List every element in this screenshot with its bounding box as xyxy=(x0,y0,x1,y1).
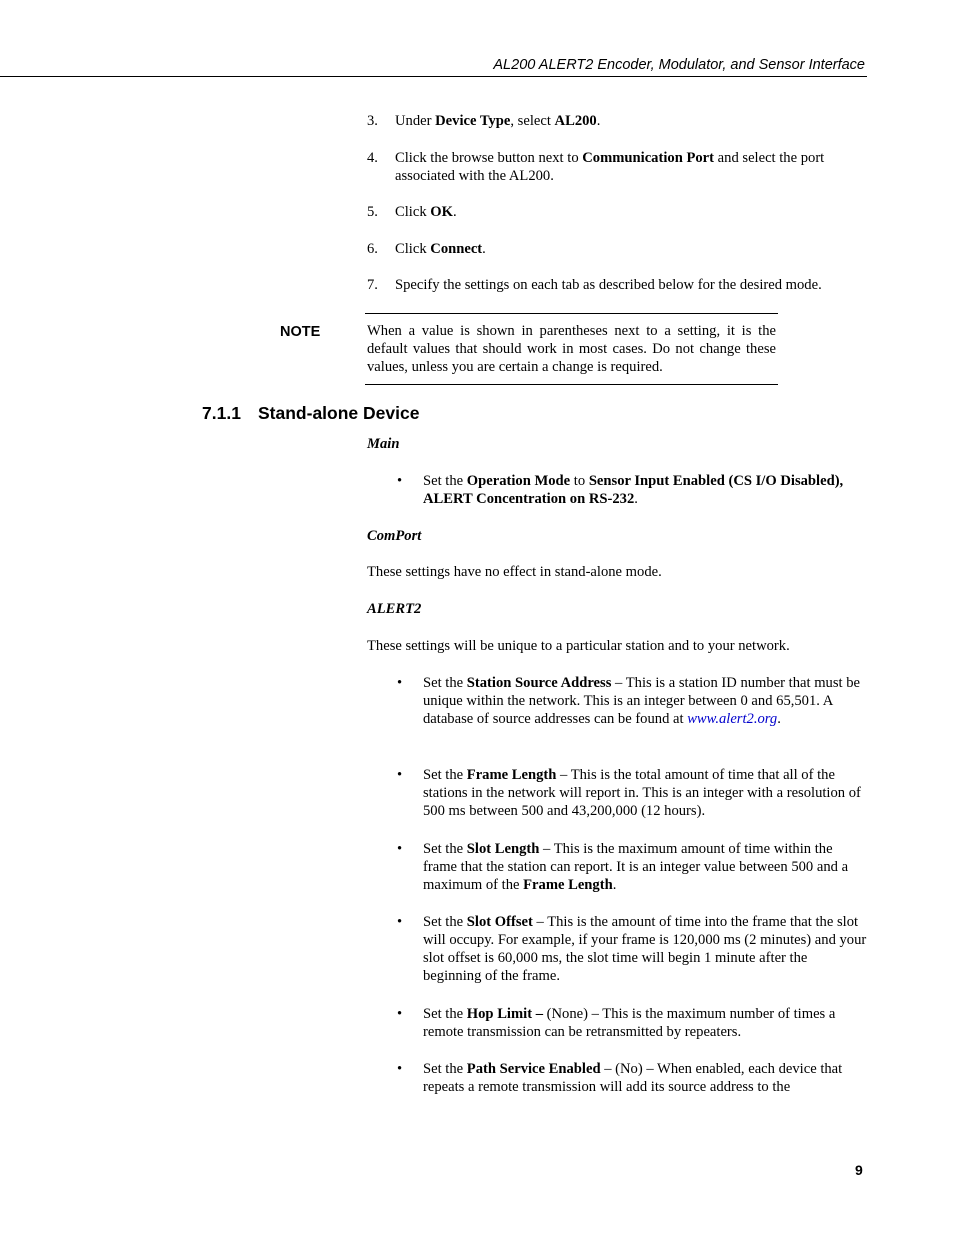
step-number: 7. xyxy=(367,277,378,293)
step-number: 6. xyxy=(367,241,378,257)
step-number: 5. xyxy=(367,204,378,220)
text-run: Set the xyxy=(423,767,467,783)
text-run: . xyxy=(482,241,486,257)
text-run: . xyxy=(452,204,457,220)
bullet-text xyxy=(423,674,868,728)
subheading-main: Main xyxy=(367,436,400,452)
bullet-text xyxy=(423,913,868,985)
step-number: 4. xyxy=(367,150,378,166)
note-top-rule xyxy=(365,313,778,314)
text-run: Set the xyxy=(423,1006,467,1022)
note-text: When a value is shown in parentheses next to a setting, it is the default values that should work in most cases. Do not change these values, unless you are certain a change is required. xyxy=(367,323,776,375)
text-run: Specify the settings on each tab as described below for the desired mode. xyxy=(395,277,822,293)
text-run: and select the port associated with the AL200. xyxy=(395,150,825,184)
text-run: AL200 xyxy=(554,113,597,129)
bullet-icon: • xyxy=(397,914,403,930)
step-text xyxy=(395,203,860,221)
text-run: Under xyxy=(395,113,436,129)
bullet-icon: • xyxy=(397,675,403,691)
text-run: Connect xyxy=(430,241,483,257)
bullet-text xyxy=(423,472,868,508)
text-run: Set the xyxy=(423,1061,467,1077)
note-bottom-rule xyxy=(365,384,778,385)
text-run: Station Source Address xyxy=(466,675,612,691)
text-run: Set the xyxy=(423,473,467,489)
text-run: – This is the total amount of time that all of the stations in the network will report in. This is an integer with a resolution of 500 ms between 500 and 43,200,000 (12 hours). xyxy=(423,767,861,819)
text-run: Slot Length xyxy=(466,841,540,857)
running-header: AL200 ALERT2 Encoder, Modulator, and Sensor Interface xyxy=(493,57,865,73)
text-run: – This is the amount of time into the frame that the slot will occupy. For example, if your frame is 120,000 ms (2 minutes) and your slot offset is 60,000 ms, the slot time will begin 1 minute after the beginning of the frame. xyxy=(423,914,867,984)
comport-text: These settings have no effect in stand-alone mode. xyxy=(367,564,662,580)
header-rule xyxy=(0,76,867,77)
text-run: Communication Port xyxy=(582,150,715,166)
bullet-text xyxy=(423,766,868,820)
subheading-comport: ComPort xyxy=(367,528,422,544)
text-run: , select xyxy=(510,113,555,129)
bullet-text xyxy=(423,840,868,894)
text-run: Sensor Input Enabled (CS I/O Disabled), ALERT Concentration on RS-232 xyxy=(423,473,844,507)
step-text xyxy=(395,240,860,258)
alert2-text: These settings will be unique to a particular station and to your network. xyxy=(367,638,790,654)
text-run: Click xyxy=(395,241,431,257)
note-label: NOTE xyxy=(280,324,321,340)
text-run: Frame Length xyxy=(466,767,557,783)
text-run: OK xyxy=(430,204,453,220)
text-run: . xyxy=(634,491,638,507)
text-run: Slot Offset xyxy=(466,914,533,930)
text-run: Device Type xyxy=(435,113,511,129)
bullet-icon: • xyxy=(397,841,403,857)
text-run: . xyxy=(777,711,781,727)
bullet-icon: • xyxy=(397,767,403,783)
text-run: Click xyxy=(395,204,431,220)
step-text xyxy=(395,276,860,294)
page-number: 9 xyxy=(855,1162,863,1178)
step-number: 3. xyxy=(367,113,378,129)
section-number: 7.1.1 xyxy=(202,403,241,423)
text-run: . xyxy=(596,113,601,129)
text-run: Set the xyxy=(423,914,467,930)
text-run: – This is a station ID number that must be unique within the network. This is an integer between 0 and 65,501. A database of source addresses can be found at xyxy=(423,675,861,727)
step-text xyxy=(395,112,860,130)
section-title: Stand-alone Device xyxy=(258,403,420,423)
bullet-text xyxy=(423,1005,868,1041)
text-run: – (No) – When enabled, each device that repeats a remote transmission will add its source address to the xyxy=(423,1061,843,1095)
text-run: Hop Limit – xyxy=(466,1006,543,1022)
text-run: . xyxy=(612,877,617,893)
text-run: (None) – This is the maximum number of times a remote transmission can be retransmitted by repeaters. xyxy=(423,1006,836,1040)
section-heading xyxy=(202,404,419,422)
step-text xyxy=(395,149,860,185)
text-run: Set the xyxy=(423,841,467,857)
text-run: Click the browse button next to xyxy=(395,150,583,166)
subheading-alert2: ALERT2 xyxy=(367,601,422,617)
text-run: Set the xyxy=(423,675,467,691)
link[interactable]: www.alert2.org xyxy=(687,711,778,727)
text-run: Operation Mode xyxy=(466,473,571,489)
text-run: Path Service Enabled xyxy=(466,1061,601,1077)
bullet-text xyxy=(423,1060,868,1096)
bullet-icon: • xyxy=(397,1006,403,1022)
text-run: Frame Length xyxy=(523,877,613,893)
bullet-icon: • xyxy=(397,473,403,489)
bullet-icon: • xyxy=(397,1061,403,1077)
text-run: to xyxy=(570,473,589,489)
text-run: – This is the maximum amount of time within the frame that the station can report. It is an integer value between 500 and a maximum of the xyxy=(423,841,849,893)
